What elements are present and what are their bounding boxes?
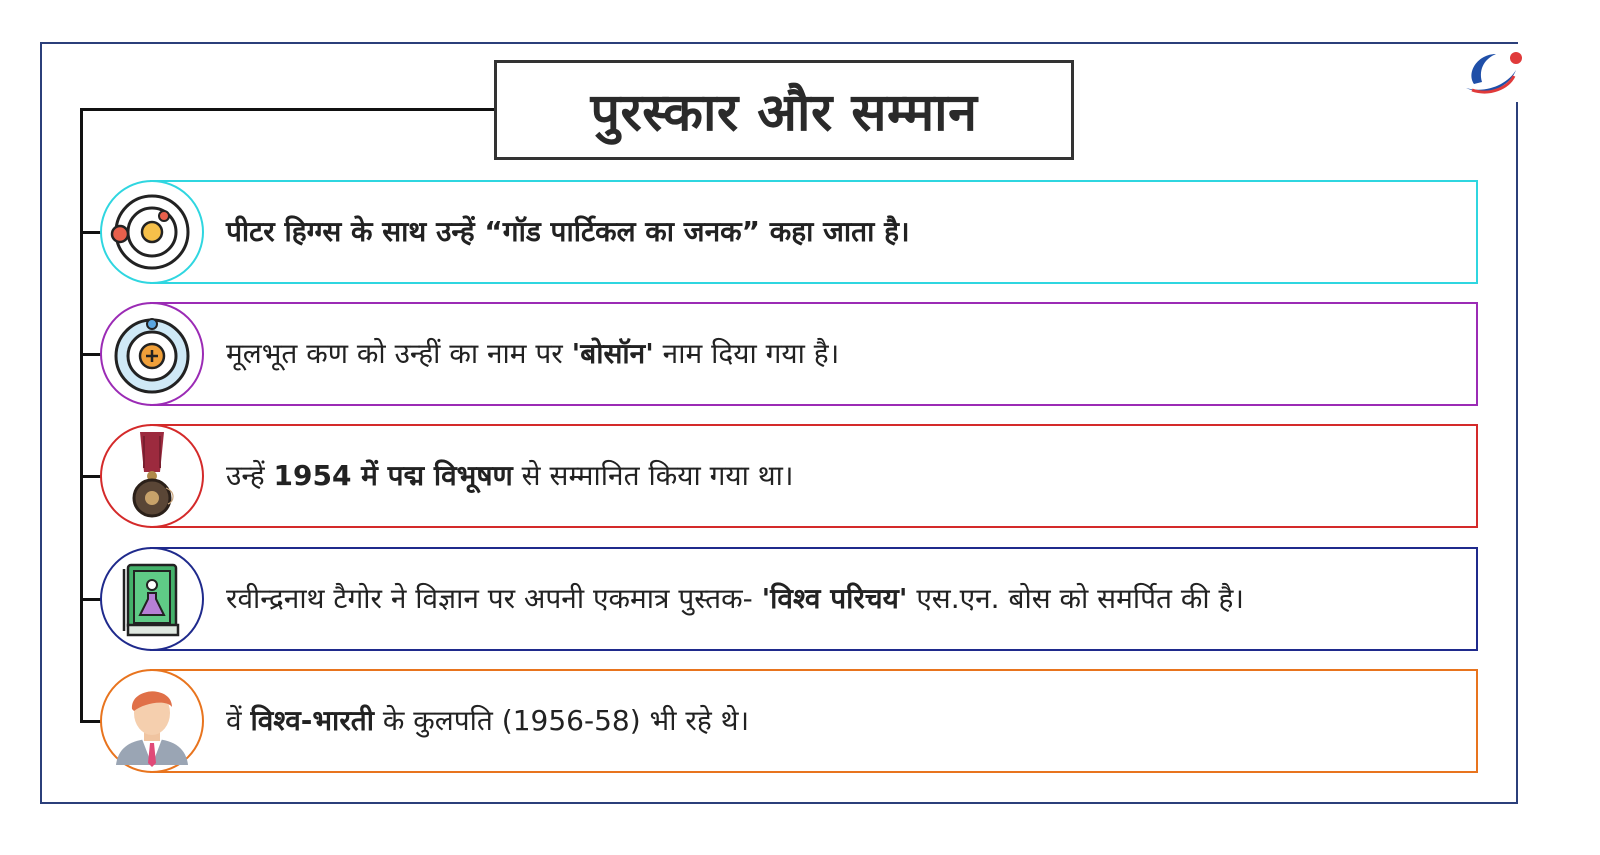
item-text-bold: पीटर हिग्ग्स के साथ उन्हें “गॉड पार्टिकल का जनक” कहा जाता है। xyxy=(226,215,910,248)
item-icon-circle xyxy=(100,547,204,651)
item-icon-circle xyxy=(100,180,204,284)
page-title: पुरस्कार और सम्मान xyxy=(590,82,978,143)
item-text xyxy=(226,304,1466,404)
item-text-bold: 'बोसॉन' xyxy=(571,337,654,370)
item-text xyxy=(226,671,1466,771)
item-text-bold: 'विश्व परिचय' xyxy=(761,582,908,615)
item-text-bold: 1954 में पद्म विभूषण xyxy=(273,459,513,492)
connector-branch-line xyxy=(80,720,102,723)
connector-branch-line xyxy=(80,231,102,234)
item-text xyxy=(226,549,1466,649)
atom-particle-icon xyxy=(110,312,194,396)
connector-branch-line xyxy=(80,475,102,478)
item-text-part: उन्हें xyxy=(226,459,274,492)
connector-trunk-line xyxy=(80,108,83,722)
item-text-part: एस.एन. बोस को समर्पित की है। xyxy=(907,582,1245,615)
title-box xyxy=(494,60,1074,160)
item-icon-circle xyxy=(100,302,204,406)
orbit-icon xyxy=(110,190,194,274)
item-text-part: रवीन्द्रनाथ टैगोर ने विज्ञान पर अपनी एकमात्र पुस्तक- xyxy=(226,582,762,615)
item-text-part: से सम्मानित किया गया था। xyxy=(512,459,794,492)
item-icon-circle xyxy=(100,424,204,528)
item-icon-circle xyxy=(100,669,204,773)
item-text xyxy=(226,426,1466,526)
connector-branch-line xyxy=(80,598,102,601)
person-avatar-icon xyxy=(104,673,200,769)
brand-logo-icon xyxy=(1456,44,1528,102)
item-text-part: नाम दिया गया है। xyxy=(653,337,840,370)
item-text-part: वें xyxy=(226,704,251,737)
science-book-icon xyxy=(110,557,194,641)
medal-icon xyxy=(110,428,194,524)
connector-top-line xyxy=(80,108,494,111)
connector-branch-line xyxy=(80,353,102,356)
item-text-part: के कुलपति (1956-58) भी रहे थे। xyxy=(373,704,750,737)
item-text xyxy=(226,182,1466,282)
item-text-bold: विश्व-भारती xyxy=(250,704,374,737)
item-text-part: मूलभूत कण को उन्हीं का नाम पर xyxy=(226,337,572,370)
